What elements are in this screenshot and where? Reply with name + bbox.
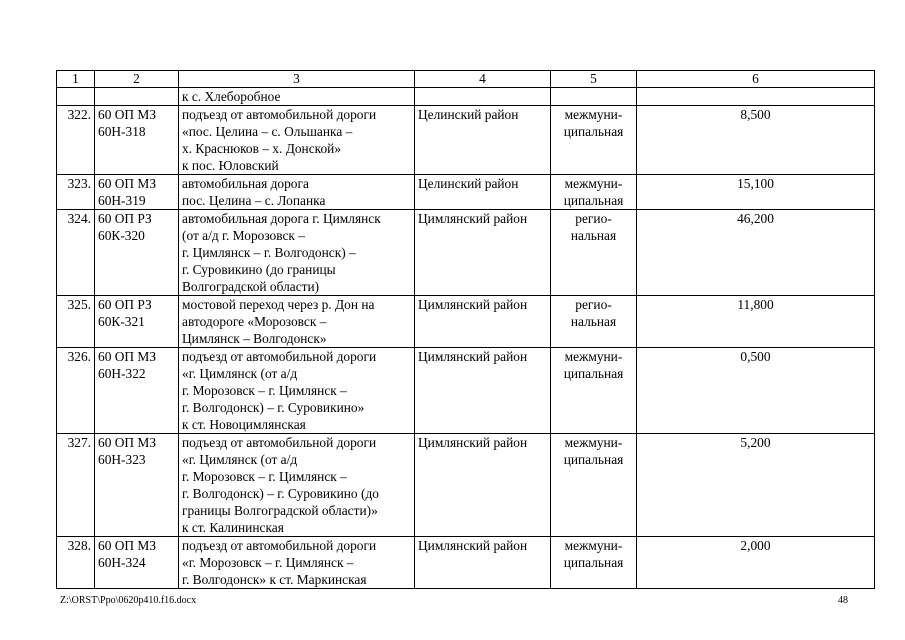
number-cell: 326. [57,348,95,434]
code-cell: 60 ОП РЗ 60К-320 [95,210,179,296]
district-cell: Цимлянский район [415,348,551,434]
road-name-cell: подъезд от автомобильной дороги «г. Морозовск – г. Цимлянск – г. Волгодонск» к ст. Маркинская [179,537,415,589]
district-cell: Целинский район [415,106,551,175]
code-cell: 60 ОП МЗ 60Н-323 [95,434,179,537]
district-cell: Цимлянский район [415,210,551,296]
district-cell: Цимлянский район [415,537,551,589]
table-row [57,296,875,348]
table-row [57,537,875,589]
significance-cell: регио- нальная [551,210,637,296]
number-cell: 325. [57,296,95,348]
significance-cell: межмуни- ципальная [551,434,637,537]
code-cell: 60 ОП МЗ 60Н-319 [95,175,179,210]
header-cell: 4 [415,71,551,88]
significance-cell: межмуни- ципальная [551,537,637,589]
significance-cell [551,88,637,106]
code-cell: 60 ОП МЗ 60Н-318 [95,106,179,175]
road-name-cell: подъезд от автомобильной дороги «г. Цимлянск (от а/д г. Морозовск – г. Цимлянск – г. Волгодонск) – г. Суровикино (до границы Волгоградской области)» к ст. Калининская [179,434,415,537]
length-cell: 5,200 [637,434,875,537]
number-cell: 323. [57,175,95,210]
table-row [57,434,875,537]
length-cell: 0,500 [637,348,875,434]
length-cell: 46,200 [637,210,875,296]
length-cell: 8,500 [637,106,875,175]
table-row [57,106,875,175]
district-cell: Цимлянский район [415,296,551,348]
number-cell: 322. [57,106,95,175]
code-cell: 60 ОП РЗ 60К-321 [95,296,179,348]
number-cell: 324. [57,210,95,296]
district-cell: Цимлянский район [415,434,551,537]
header-cell: 1 [57,71,95,88]
road-name-cell: подъезд от автомобильной дороги «пос. Целина – с. Ольшанка – х. Краснюков – х. Донской» к пос. Юловский [179,106,415,175]
header-cell: 5 [551,71,637,88]
significance-cell: межмуни- ципальная [551,348,637,434]
table-header-row [57,71,875,88]
number-cell [57,88,95,106]
code-cell: 60 ОП МЗ 60Н-322 [95,348,179,434]
length-cell [637,88,875,106]
significance-cell: регио- нальная [551,296,637,348]
significance-cell: межмуни- ципальная [551,106,637,175]
footer-page-number: 48 [838,595,848,606]
road-name-cell: автомобильная дорога пос. Целина – с. Лопанка [179,175,415,210]
footer-file-path: Z:\ORST\Ppo\0620p410.f16.docx [60,595,197,606]
road-name-cell: автомобильная дорога г. Цимлянск (от а/д г. Морозовск – г. Цимлянск – г. Волгодонск) – г. Суровикино (до границы Волгоградской области) [179,210,415,296]
number-cell: 328. [57,537,95,589]
significance-cell: межмуни- ципальная [551,175,637,210]
road-name-cell: мостовой переход через р. Дон на автодороге «Морозовск – Цимлянск – Волгодонск» [179,296,415,348]
table-row [57,175,875,210]
length-cell: 15,100 [637,175,875,210]
header-cell: 6 [637,71,875,88]
header-cell: 2 [95,71,179,88]
table-row [57,210,875,296]
length-cell: 11,800 [637,296,875,348]
header-cell: 3 [179,71,415,88]
code-cell [95,88,179,106]
table-row [57,348,875,434]
district-cell: Целинский район [415,175,551,210]
code-cell: 60 ОП МЗ 60Н-324 [95,537,179,589]
district-cell [415,88,551,106]
length-cell: 2,000 [637,537,875,589]
continuation-row [57,88,875,106]
road-name-cell: к с. Хлеборобное [179,88,415,106]
roads-table [56,70,875,589]
road-name-cell: подъезд от автомобильной дороги «г. Цимлянск (от а/д г. Морозовск – г. Цимлянск – г. Волгодонск) – г. Суровикино» к ст. Новоцимлянская [179,348,415,434]
number-cell: 327. [57,434,95,537]
